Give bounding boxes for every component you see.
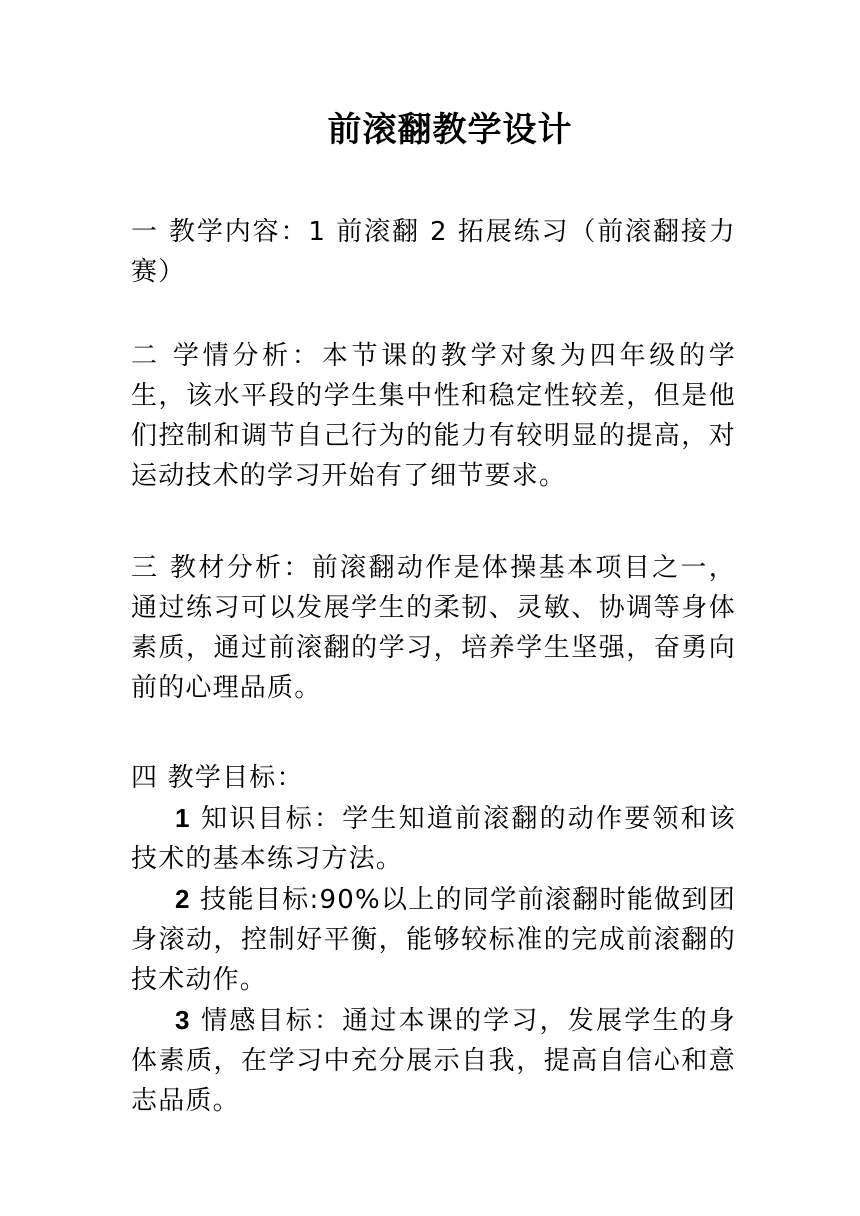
goals-heading: 四 教学目标： bbox=[131, 763, 304, 793]
goal-text: 知识目标：学生知道前滚翻的动作要领和该技术的基本练习方法。 bbox=[131, 804, 736, 874]
goal-number: 2 bbox=[175, 884, 191, 914]
teaching-content-paragraph: 一 教学内容：1 前滚翻 2 拓展练习（前滚翻接力赛） bbox=[131, 217, 736, 287]
section-student-analysis bbox=[131, 336, 736, 496]
section-teaching-goals bbox=[131, 758, 736, 1121]
goal-item-knowledge bbox=[131, 798, 736, 879]
student-analysis-paragraph: 二 学情分析：本节课的教学对象为四年级的学生，该水平段的学生集中性和稳定性较差，但是他们控制和调节自己行为的能力有较明显的提高，对运动技术的学习开始有了细节要求。 bbox=[131, 341, 736, 491]
goal-number: 1 bbox=[175, 803, 191, 833]
section-material-analysis bbox=[131, 548, 736, 708]
section-teaching-content bbox=[131, 212, 736, 292]
goal-item-emotion bbox=[131, 1000, 736, 1121]
material-analysis-paragraph: 三 教材分析：前滚翻动作是体操基本项目之一，通过练习可以发展学生的柔韧、灵敏、协调等身体素质，通过前滚翻的学习，培养学生坚强，奋勇向前的心理品质。 bbox=[131, 553, 736, 703]
goal-item-skill bbox=[131, 879, 736, 1000]
page-title: 前滚翻教学设计 bbox=[327, 110, 573, 150]
goal-text: 技能目标:90%以上的同学前滚翻时能做到团身滚动，控制好平衡，能够较标准的完成前滚翻的技术动作。 bbox=[131, 885, 736, 995]
goal-number: 3 bbox=[175, 1005, 191, 1035]
goal-text: 情感目标：通过本课的学习，发展学生的身体素质，在学习中充分展示自我，提高自信心和意志品质。 bbox=[131, 1006, 736, 1116]
